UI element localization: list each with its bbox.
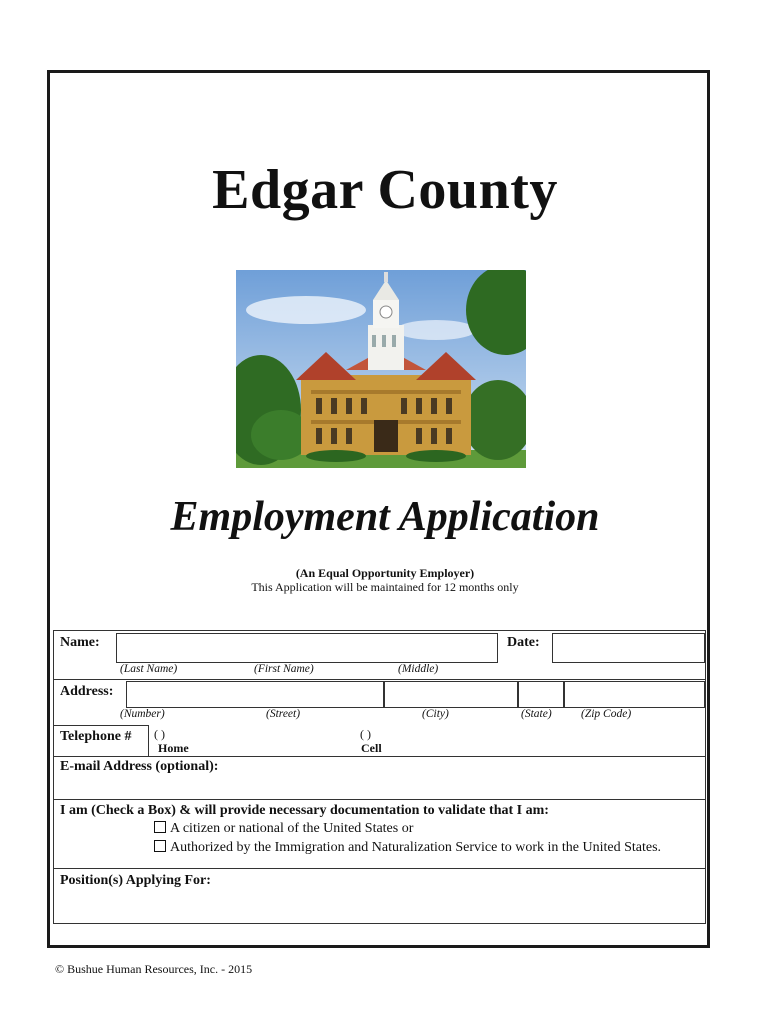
row-divider	[54, 756, 705, 757]
citizen-option[interactable]	[154, 821, 413, 837]
copyright-footer: © Bushue Human Resources, Inc. - 2015	[55, 962, 253, 976]
application-form	[53, 630, 706, 924]
zip-code-hint: (Zip Code)	[581, 708, 632, 720]
date-input[interactable]	[552, 633, 705, 663]
position-label: Position(s) Applying For:	[60, 873, 211, 888]
row-divider	[54, 799, 705, 800]
number-hint: (Number)	[120, 708, 165, 720]
authorized-option[interactable]	[154, 840, 661, 856]
page-title: Edgar County	[212, 159, 558, 221]
row-divider	[54, 679, 705, 680]
authorized-option-label: Authorized by the Immigration and Naturalization Service to work in the United States.	[170, 840, 662, 855]
retention-note: This Application will be maintained for 12 months only	[251, 580, 519, 594]
city-input[interactable]	[384, 681, 518, 708]
name-label: Name:	[60, 635, 100, 650]
telephone-input[interactable]	[148, 725, 705, 756]
courthouse-photo	[236, 270, 526, 468]
row-divider	[54, 868, 705, 869]
home-label: Home	[158, 741, 189, 755]
state-input[interactable]	[518, 681, 564, 708]
address-label: Address:	[60, 684, 114, 699]
first-name-hint: (First Name)	[254, 663, 314, 675]
cell-area-code: ( )	[360, 727, 371, 741]
middle-hint: (Middle)	[398, 663, 439, 675]
citizenship-label: I am (Check a Box) & will provide necessary documentation to validate that I am:	[60, 803, 549, 818]
street-hint: (Street)	[266, 708, 301, 720]
home-area-code: ( )	[154, 727, 165, 741]
last-name-hint: (Last Name)	[120, 663, 178, 675]
form-subtitle: Employment Application	[170, 494, 600, 540]
zip-code-input[interactable]	[564, 681, 705, 708]
email-input[interactable]	[54, 776, 705, 798]
name-input[interactable]	[116, 633, 498, 663]
email-label: E-mail Address (optional):	[60, 759, 219, 774]
telephone-label: Telephone #	[60, 729, 132, 744]
state-hint: (State)	[521, 708, 552, 720]
authorized-checkbox[interactable]	[154, 840, 166, 852]
eoe-note: (An Equal Opportunity Employer)	[295, 566, 475, 580]
position-input[interactable]	[54, 891, 705, 923]
cell-label: Cell	[361, 741, 382, 755]
citizen-option-label: A citizen or national of the United States or	[170, 821, 414, 836]
date-label: Date:	[507, 635, 540, 650]
street-address-input[interactable]	[126, 681, 384, 708]
city-hint: (City)	[422, 708, 449, 720]
citizen-checkbox[interactable]	[154, 821, 166, 833]
